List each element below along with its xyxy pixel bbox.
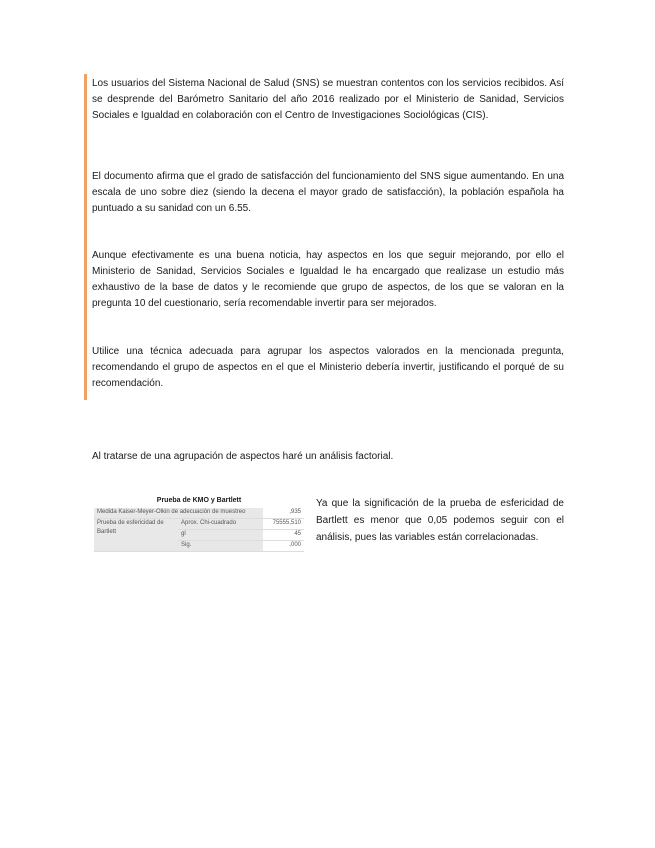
- kmo-value: ,935: [263, 508, 304, 519]
- table-row: [94, 519, 304, 530]
- df-value: 45: [263, 530, 304, 541]
- bartlett-conclusion-text: Ya que la significación de la prueba de esfericidad de Bartlett es menor que 0,05 podemos seguir con el análisis, pues las variables están correlacionadas.: [316, 498, 564, 543]
- table-row: [94, 508, 304, 519]
- sig-label: Sig.: [178, 541, 263, 552]
- chi-square-value: 75555,510: [263, 519, 304, 530]
- intro-paragraph: Los usuarios del Sistema Nacional de Salud (SNS) se muestran contentos con los servicios recibidos. Así se desprende del Barómetro Sanitario del año 2016 realizado por el Ministerio de Sanidad, Servicios Sociales e Igualdad en colaboración con el Centro de Investigaciones Sociológicas (CIS).: [92, 78, 564, 121]
- answer-intro-paragraph: Al tratarse de una agrupación de aspectos haré un análisis factorial.: [92, 451, 394, 462]
- kmo-table: [94, 508, 304, 552]
- bartlett-label: Prueba de esfericidad de Bartlett: [94, 519, 178, 552]
- task-paragraph: Utilice una técnica adecuada para agrupar los aspectos valorados en la mencionada pregunta, recomendando el grupo de aspectos en el que el Ministerio debería invertir, justificando el porqué de su recomendación.: [92, 346, 564, 389]
- study-request-paragraph: Aunque efectivamente es una buena noticia, hay aspectos en los que seguir mejorando, por ello el Ministerio de Sanidad, Servicios Sociales e Igualdad le ha encargado que realizase un estudio más exhaustivo de la base de datos y le recomiende que grupo de aspectos, de los que se valoran en la pregunta 10 del cuestionario, sería recomendable invertir para ser mejorados.: [92, 250, 564, 309]
- satisfaction-paragraph: El documento afirma que el grado de satisfacción del funcionamiento del SNS sigue aumentando. En una escala de uno sobre diez (siendo la decena el mayor grado de satisfacción), la población española ha puntuado a su sanidad con un 6.55.: [92, 171, 564, 214]
- kmo-bartlett-figure: [94, 495, 304, 552]
- df-label: gl: [178, 530, 263, 541]
- chi-square-label: Aprox. Chi-cuadrado: [178, 519, 263, 530]
- kmo-table-title: Prueba de KMO y Bartlett: [156, 497, 242, 504]
- sig-value: ,000: [263, 541, 304, 552]
- kmo-label: Medida Kaiser-Meyer-Olkin de adecuación de muestreo: [94, 508, 263, 519]
